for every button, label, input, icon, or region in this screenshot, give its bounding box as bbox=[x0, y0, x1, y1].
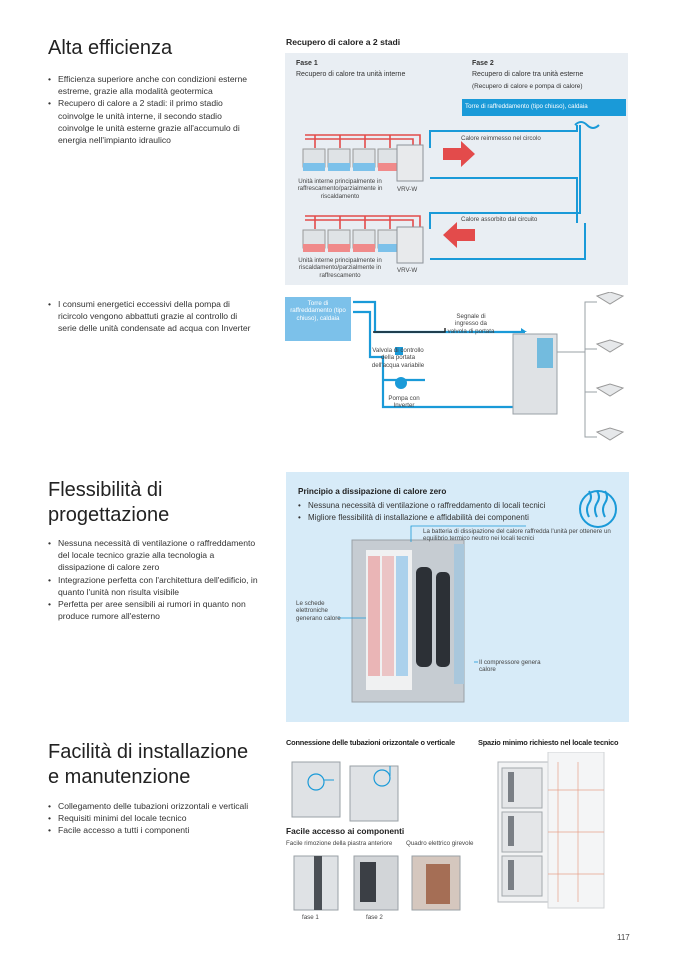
pipe-connection-drawing bbox=[286, 752, 476, 822]
refrigerant-lines bbox=[557, 302, 597, 437]
zero-heat-panel bbox=[286, 472, 629, 722]
battery-caption: La batteria di dissipazione del calore raffredda l'unità per ottenere un equilibrio termico neutro nei locali tecnici bbox=[423, 528, 611, 543]
access-title: Facile accesso ai componenti bbox=[286, 826, 405, 836]
list-item: • Migliore flessibilità di installazione e affidabilità dei componenti bbox=[298, 512, 578, 524]
phase2-sub: (Recupero di calore e pompa di calore) bbox=[472, 83, 583, 90]
heat-recovery-diagram bbox=[285, 53, 628, 285]
cooling-tower-box: Torre di raffreddamento (tipo chiuso), caldaia bbox=[462, 99, 626, 116]
space-title: Spazio minimo richiesto nel locale tecnico bbox=[478, 738, 619, 747]
section-title-flexibility: Flessibilità di progettazione bbox=[48, 479, 170, 526]
vrv-unit-top bbox=[397, 145, 423, 181]
compressor-caption: Il compressore genera calore bbox=[479, 659, 541, 674]
compressor-shape bbox=[416, 567, 432, 667]
list-item: • Nessuna necessità di ventilazione o raffreddamento del locale tecnico grazie alla tecnologia a dissipazione di calore zero bbox=[48, 537, 258, 574]
signal-input-label: Segnale di ingresso da valvola di portata bbox=[447, 313, 495, 335]
pipes-title: Connessione delle tubazioni orizzontale o verticale bbox=[286, 738, 455, 747]
heat-recovery-title: Recupero di calore a 2 stadi bbox=[286, 37, 401, 47]
page-number: 117 bbox=[617, 933, 630, 942]
pump-control-diagram bbox=[285, 292, 628, 452]
indoor-bottom-caption: Unità interne principalmente in riscaldamento/parzialmente in raffrescamento bbox=[298, 257, 382, 279]
step1-caption: fase 1 bbox=[302, 914, 319, 921]
list-item: • Recupero di calore a 2 stadi: il primo stadio coinvolge le unità interne, il secondo stadio coinvolge le unità esterne grazie all'accumulo di energia nell'impianto idraulico bbox=[48, 97, 258, 146]
cooling-tower-box-2: Torre di raffreddamento (tipo chiuso), caldaia bbox=[285, 297, 351, 341]
unit-vertical-pipes bbox=[350, 766, 398, 821]
switch-box-caption: Quadro elettrico girevole bbox=[406, 840, 474, 847]
list-item: • Nessuna necessità di ventilazione o raffreddamento di locali tecnici bbox=[298, 500, 578, 512]
heat-absorbed-label: Calore assorbito dal circuito bbox=[461, 216, 538, 223]
section-title-efficiency: Alta efficienza bbox=[48, 37, 173, 59]
list-item: • Facile accesso a tutti i componenti bbox=[48, 824, 258, 836]
vrv-top-caption: VRV-W bbox=[397, 186, 418, 193]
list-item: • I consumi energetici eccessivi della pompa di ricircolo vengono abbattuti grazie al controllo di serie delle unità condensate ad acqua con Inverter bbox=[48, 298, 253, 335]
phase1-label: Fase 1 bbox=[296, 60, 318, 67]
list-item: • Integrazione perfetta con l'architettura dell'edificio, in quanto l'unità non risulta visibile bbox=[48, 574, 258, 598]
phase2-label: Fase 2 bbox=[472, 60, 494, 67]
vrv-unit-bottom bbox=[397, 227, 423, 263]
boards-caption: Le schede elettroniche generano calore bbox=[296, 600, 341, 622]
efficiency-bullets bbox=[48, 73, 258, 146]
phase1-desc: Recupero di calore tra unità interne bbox=[296, 71, 406, 78]
step2-caption: fase 2 bbox=[366, 914, 383, 921]
section-title-installation: Facilità di installazione e manutenzione bbox=[48, 741, 249, 788]
inverter-pump-label: Pompa con Inverter bbox=[388, 395, 420, 410]
zero-heat-title: Principio a dissipazione di calore zero bbox=[298, 487, 447, 496]
installation-bullets bbox=[48, 800, 258, 837]
access-drawing bbox=[286, 852, 476, 912]
zero-heat-drawing bbox=[286, 472, 629, 722]
signal-wire bbox=[373, 328, 445, 332]
min-space-drawing bbox=[488, 752, 618, 912]
phase2-desc: Recupero di calore tra unità esterne bbox=[472, 71, 584, 78]
flow-valve-label: Valvola di controllo della portata dell'acqua variabile bbox=[371, 347, 425, 369]
arrow-heat-in bbox=[443, 222, 475, 248]
arrow-heat-out bbox=[443, 141, 475, 167]
cassette-units bbox=[597, 292, 623, 440]
indoor-units-top bbox=[303, 149, 400, 171]
list-item: • Collegamento delle tubazioni orizzontali e verticali bbox=[48, 800, 258, 812]
indoor-units-bottom bbox=[303, 230, 400, 252]
front-plate-caption: Facile rimozione della piastra anteriore bbox=[286, 840, 393, 847]
clearance-zone bbox=[548, 752, 604, 908]
pump-icon bbox=[395, 377, 407, 389]
list-item: • Perfetta per aree sensibili ai rumori in quanto non produce rumore all'esterno bbox=[48, 598, 258, 622]
list-item: • Efficienza superiore anche con condizioni esterne estreme, grazie alla modalità geotermica bbox=[48, 73, 258, 97]
list-item: • Requisiti minimi del locale tecnico bbox=[48, 812, 258, 824]
indoor-top-caption: Unità interne principalmente in raffrescamento/parzialmente in riscaldamento bbox=[297, 178, 383, 200]
vrv-bottom-caption: VRV-W bbox=[397, 267, 418, 274]
heat-returned-label: Calore reimmesso nel circolo bbox=[461, 135, 541, 142]
flexibility-bullets bbox=[48, 537, 258, 622]
pump-bullets bbox=[48, 298, 253, 335]
